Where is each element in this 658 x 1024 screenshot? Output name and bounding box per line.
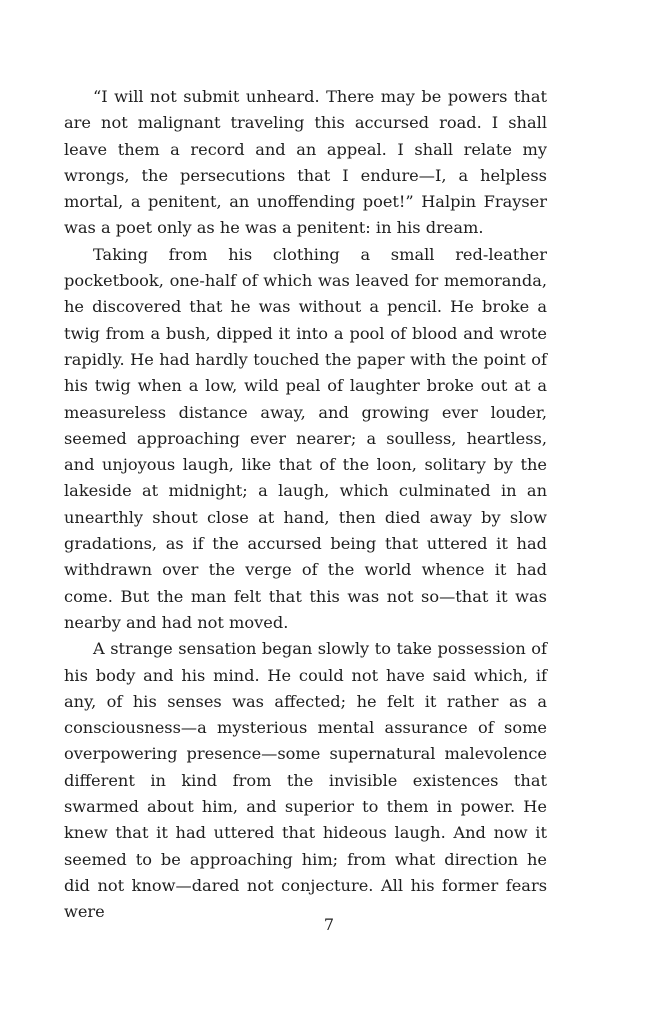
paragraph-3: A strange sensation began slowly to take possession of his body and his mind. He could not have said which, if any, of his senses was affected; he felt it rather as a consciousness—a mysterious mental assurance of some overpowering presence—some supernatural malevolence different in kind from the invisible existences that swarmed about him, and superior to them in power. He knew that it had uttered that hideous laugh. And now it seemed to be approaching him; from what direction he did not know—dared not conjecture. All his former fears were: [64, 639, 547, 922]
paragraph-1: “I will not submit unheard. There may be powers that are not malignant traveling this accursed road. I shall leave them a record and an appeal. I shall relate my wrongs, the persecutions that I endure—I, a helpless mortal, a penitent, an unoffending poet!” Halpin Frayser was a poet only as he was a penitent: in his dream.: [64, 87, 547, 238]
page-body: [64, 84, 547, 926]
paragraph-2: Taking from his clothing a small red-leather pocketbook, one-half of which was leaved for memoranda, he discovered that he was without a pencil. He broke a twig from a bush, dipped it into a pool of blood and wrote rapidly. He had hardly touched the paper with the point of his twig when a low, wild peal of laughter broke out at a measureless distance away, and growing ever louder, seemed approaching ever nearer; a soulless, heartless, and unjoyous laugh, like that of the loon, solitary by the lakeside at midnight; a laugh, which culminated in an unearthly shout close at hand, then died away by slow gradations, as if the accursed being that uttered it had withdrawn over the verge of the world whence it had come. But the man felt that this was not so—that it was nearby and had not moved.: [64, 244, 547, 632]
page-number: 7: [323, 915, 335, 934]
